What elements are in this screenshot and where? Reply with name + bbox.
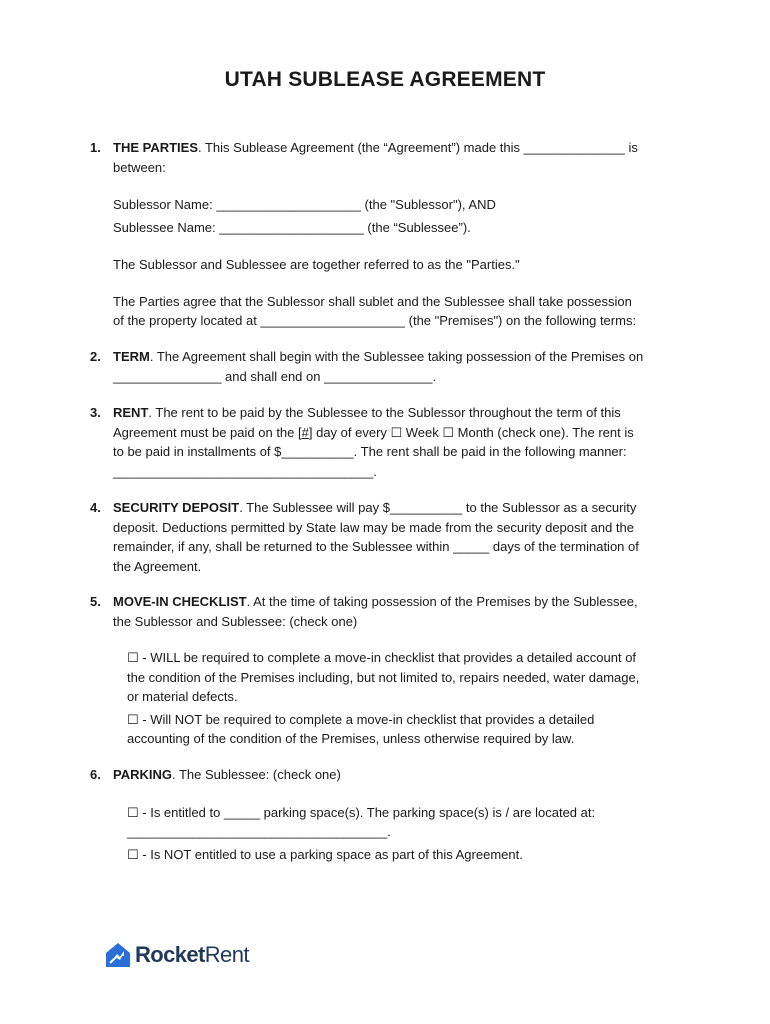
rocketrent-logo	[105, 940, 249, 970]
section-heading: PARKING	[113, 767, 172, 782]
checklist-line-2: the Sublessor and Sublessee: (check one)	[113, 613, 358, 629]
section-heading: SECURITY DEPOSIT	[113, 500, 240, 515]
term-line-2: _______________ and shall end on _______________.	[113, 368, 437, 384]
term-line-1: TERM. The Agreement shall begin with the Sublessee taking possession of the Premises on	[113, 349, 644, 364]
rent-line-1: RENT. The rent to be paid by the Sublessee to the Sublessor throughout the term of this	[113, 405, 621, 420]
day-placeholder-link[interactable]: #	[301, 424, 309, 440]
deposit-line-3: remainder, if any, shall be returned to the Sublessee within _____ days of the termination of	[113, 539, 639, 554]
logo-text-rocket: Rocket	[135, 942, 205, 968]
sublessee-name-line: Sublessee Name: ____________________ (the “Sublessee”).	[113, 219, 471, 235]
section-heading: RENT	[113, 405, 149, 420]
section-number: 2.	[90, 349, 101, 364]
section-security-deposit	[90, 498, 680, 576]
checklist-options: ☐ - WILL be required to complete a move-in checklist that provides a detailed account of the condition of the Premises including, but not limited to, repairs needed, water damage, or material defects. ☐ - Will NOT be required to complete a move-in checklist that provides a detailed accounting of the condition of the Premises, unless otherwise required by law.	[127, 648, 680, 749]
rocket-house-icon	[105, 942, 131, 968]
checklist-option-will[interactable]: ☐ - WILL be required to complete a move-in checklist that provides a detailed account of	[127, 650, 637, 665]
section-heading: MOVE-IN CHECKLIST	[113, 594, 247, 609]
section-number: 3.	[90, 405, 101, 420]
parking-option-entitled[interactable]: ☐ - Is entitled to _____ parking space(s). The parking space(s) is / are located at:	[127, 804, 596, 820]
section-heading: THE PARTIES	[113, 140, 198, 155]
section-term	[90, 347, 680, 386]
section-number: 1.	[90, 140, 101, 155]
rent-line-3: to be paid in installments of $__________. The rent shall be paid in the following manner:	[113, 444, 627, 459]
rent-line-2: Agreement must be paid on the [#] day of every ☐ Week ☐ Month (check one). The rent is	[113, 424, 634, 440]
section-parties	[90, 138, 680, 331]
section-rent	[90, 403, 680, 481]
checklist-line-1: MOVE-IN CHECKLIST. At the time of taking possession of the Premises by the Sublessee,	[113, 594, 638, 609]
rent-line-4: ____________________________________.	[113, 463, 377, 479]
premises-line-1: The Parties agree that the Sublessor shall sublet and the Sublessee shall take possession	[113, 293, 632, 309]
section-heading: TERM	[113, 349, 150, 364]
premises-line-2: of the property located at ____________________ (the "Premises") on the following terms:	[113, 313, 637, 328]
section-number: 5.	[90, 594, 101, 609]
section-number: 4.	[90, 500, 101, 515]
section-number: 6.	[90, 767, 101, 782]
deposit-line-1: SECURITY DEPOSIT. The Sublessee will pay $__________ to the Sublessor as a security	[113, 500, 637, 515]
parking-options: ☐ - Is entitled to _____ parking space(s). The parking space(s) is / are located at: ____________________________________. ☐ - Is NOT entitled to use a parking space as part of this Agreement.	[127, 803, 680, 865]
checklist-option-will-not[interactable]: ☐ - Will NOT be required to complete a move-in checklist that provides a detailed	[127, 711, 595, 727]
parties-definition: The Sublessor and Sublessee are together referred to as the "Parties."	[113, 257, 520, 272]
parking-line-1: PARKING. The Sublessee: (check one)	[113, 767, 341, 782]
sublessor-name-line: Sublessor Name: ____________________ (the "Sublessor"), AND	[113, 197, 496, 212]
document-title: UTAH SUBLEASE AGREEMENT	[224, 68, 546, 91]
parties-lead: THE PARTIES. This Sublease Agreement (the “Agreement”) made this ______________ is between:	[113, 140, 638, 175]
logo-text-rent: Rent	[204, 942, 249, 968]
deposit-line-2: deposit. Deductions permitted by State law may be made from the security deposit and the	[113, 519, 634, 535]
section-move-in-checklist	[90, 592, 680, 749]
deposit-line-4: the Agreement.	[113, 558, 202, 574]
section-parking	[90, 765, 680, 864]
parking-option-not-entitled[interactable]: ☐ - Is NOT entitled to use a parking space as part of this Agreement.	[127, 846, 523, 862]
